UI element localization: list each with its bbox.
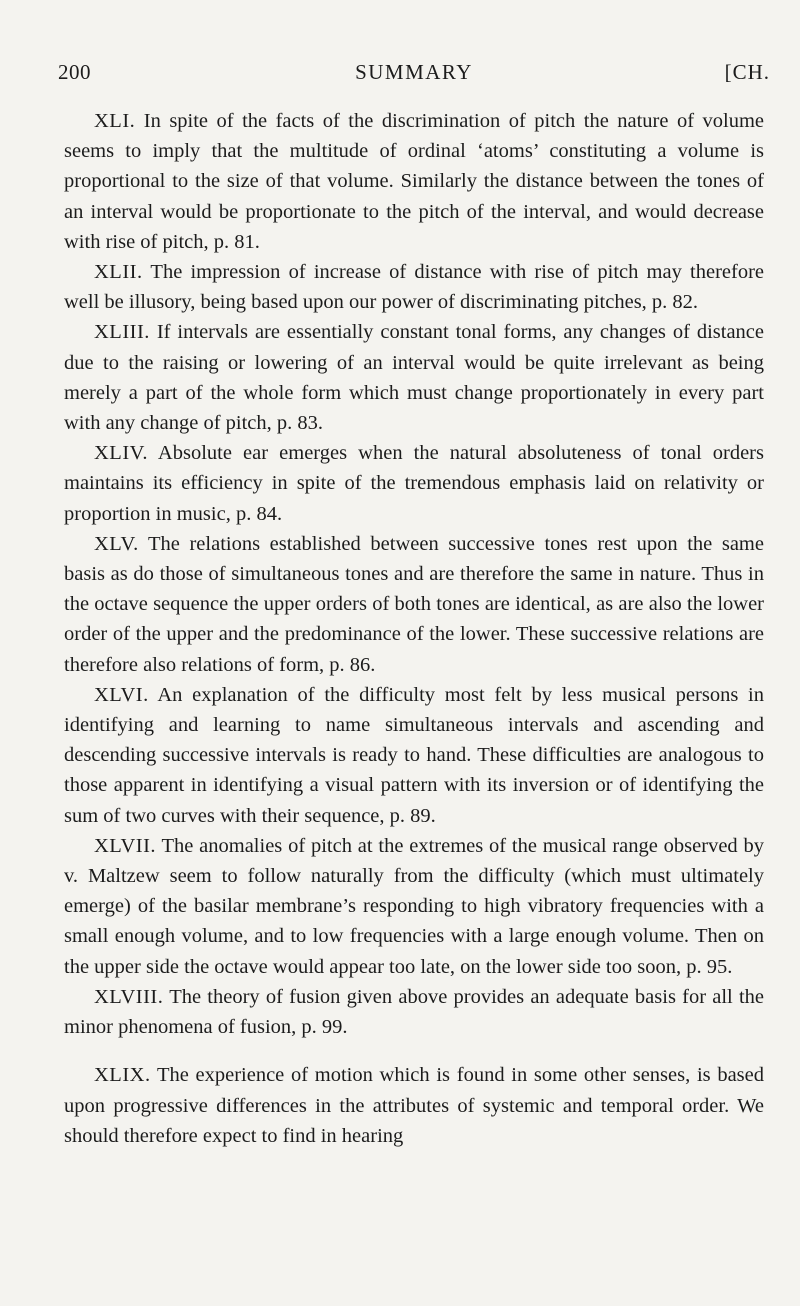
summary-paragraph — [64, 106, 764, 257]
paragraph-numeral: XLVIII. — [94, 985, 164, 1008]
paragraph-text: Absolute ear emerges when the natural absoluteness of tonal orders maintains its efficiency in spite of the tremendous emphasis laid on relativity or proportion in music, p. 84. — [64, 442, 764, 525]
summary-paragraph — [64, 1060, 764, 1151]
summary-paragraph — [64, 438, 764, 529]
paragraph-text: The impression of increase of distance with rise of pitch may therefore well be illusory, being based upon our power of discriminating pitches, p. 82. — [64, 261, 764, 314]
summary-paragraph — [64, 680, 764, 831]
summary-paragraph — [64, 257, 764, 317]
running-head — [58, 60, 770, 90]
paragraph-text: The anomalies of pitch at the extremes of the musical range observed by v. Maltzew seem to follow naturally from the difficulty (which must ultimately emerge) of the basilar membrane’s responding to high vibratory frequencies with a small enough volume, and to low frequencies with a large enough volume. Then on the upper side the octave would appear too late, on the lower side too soon, p. 95. — [64, 834, 764, 978]
paragraph-numeral: XLIII. — [94, 321, 150, 344]
paragraph-text: If intervals are essentially constant tonal forms, any changes of distance due to the raising or lowering of an interval would be quite irrelevant as being merely a part of the whole form which must change proportionately in every part with any change of pitch, p. 83. — [64, 321, 764, 435]
summary-paragraph — [64, 529, 764, 680]
chapter-mark: [CH. — [724, 60, 770, 84]
page-number: 200 — [58, 60, 91, 84]
summary-paragraph — [64, 982, 764, 1042]
paragraph-numeral: XLII. — [94, 261, 143, 284]
summary-text — [64, 106, 764, 1151]
paragraph-text: The relations established between successive tones rest upon the same basis as do those of simultaneous tones and are therefore the same in nature. Thus in the octave sequence the upper orders of both tones are identical, as are also the lower order of the upper and the predominance of the lower. These successive relations are therefore also relations of form, p. 86. — [64, 532, 764, 676]
running-head-title: SUMMARY — [355, 60, 473, 84]
paragraph-numeral: XLVI. — [94, 683, 149, 706]
paragraph-numeral: XLV. — [94, 532, 139, 555]
paragraph-text: An explanation of the difficulty most felt by less musical persons in identifying and learning to name simultaneous intervals and ascending and descending successive intervals is ready to hand. These difficulties are analogous to those apparent in identifying a visual pattern with its inversion or of identifying the sum of two curves with their sequence, p. 89. — [64, 683, 765, 827]
summary-paragraph — [64, 831, 764, 982]
paragraph-text: In spite of the facts of the discrimination of pitch the nature of volume seems to imply that the multitude of ordinal ‘atoms’ constituting a volume is proportional to the size of that volume. Similarly the distance between the tones of an interval would be proportionate to the pitch of the interval, and would decrease with rise of pitch, p. 81. — [64, 110, 765, 253]
paragraph-numeral: XLVII. — [94, 834, 157, 857]
paragraph-numeral: XLI. — [94, 110, 136, 132]
paragraph-text: The theory of fusion given above provides an adequate basis for all the minor phenomena of fusion, p. 99. — [64, 985, 764, 1039]
summary-paragraph — [64, 317, 764, 438]
paragraph-numeral: XLIX. — [94, 1064, 151, 1087]
paragraph-numeral: XLIV. — [94, 442, 148, 465]
paragraph-text: The experience of motion which is found in some other senses, is based upon progressive differences in the attributes of systemic and temporal order. We should therefore expect to find in hearing — [64, 1064, 764, 1147]
